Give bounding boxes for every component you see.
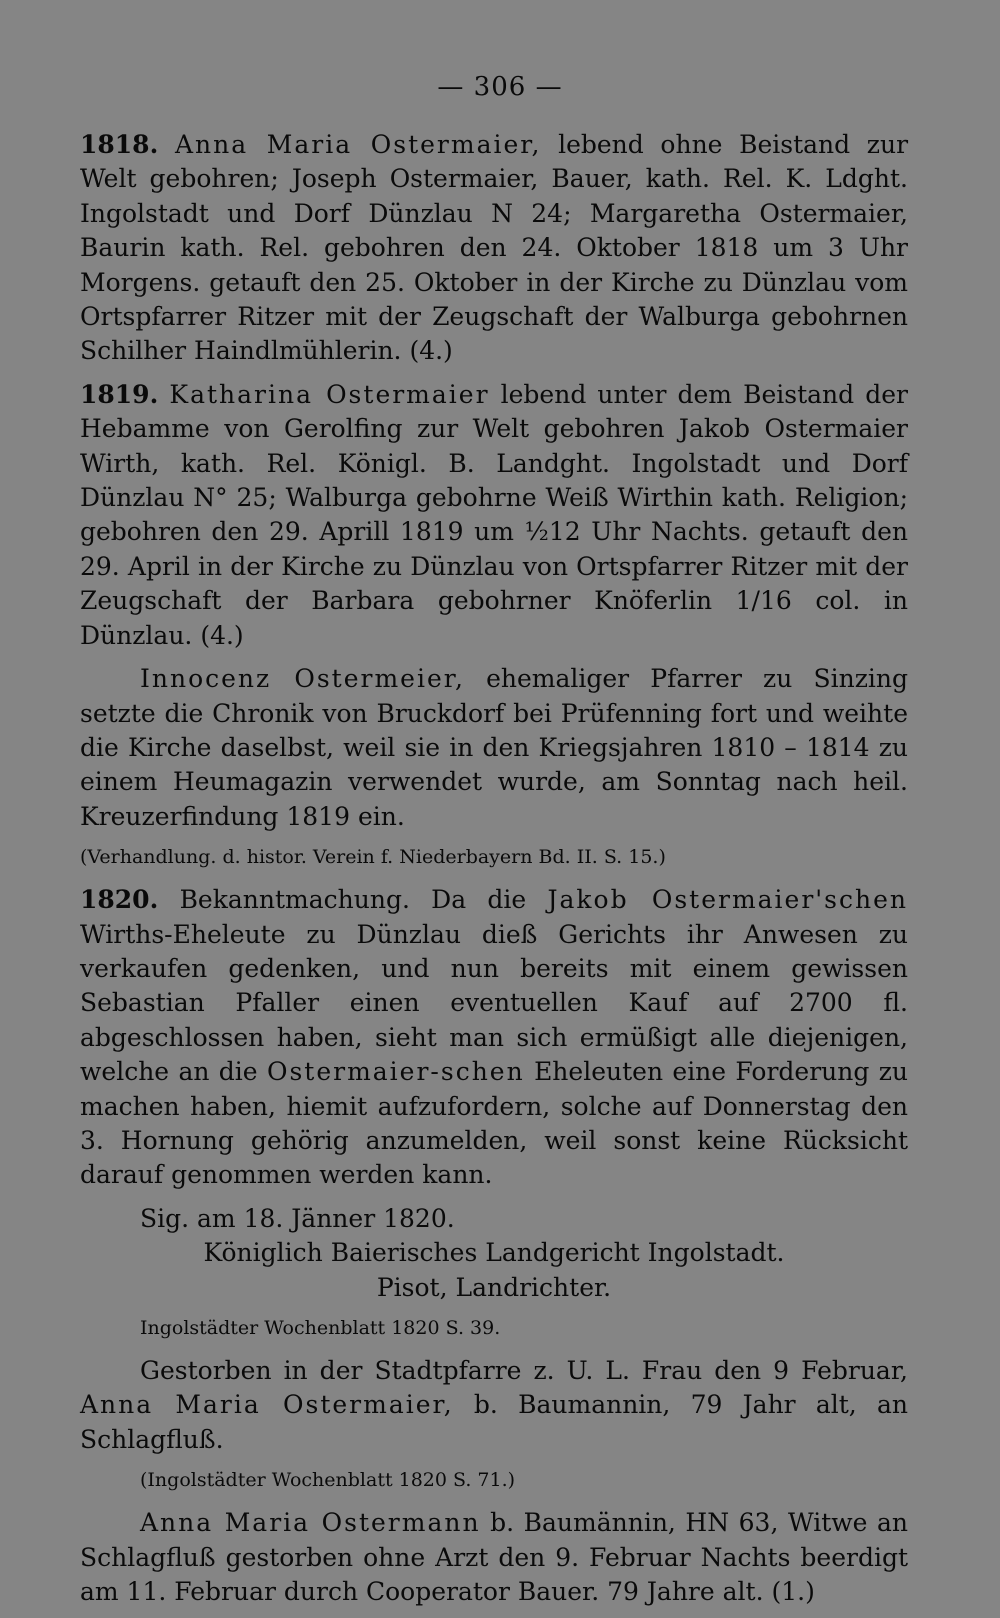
death-citation: (Ingolstädter Wochenblatt 1820 S. 71.) (140, 1469, 516, 1492)
death-name: Anna Maria Ostermaier, (80, 1390, 454, 1420)
entry-1820 (80, 883, 908, 1193)
entry-text-a: Bekanntmachung. Da die (179, 885, 527, 915)
death-record-2 (80, 1506, 908, 1609)
official-name: Pisot, Landrichter. (376, 1272, 612, 1302)
entry-1819 (80, 378, 908, 653)
entry-1818 (80, 128, 908, 369)
entry-name: Anna Maria Ostermaier, (174, 130, 542, 159)
wochenblatt-citation: Ingolstädter Wochenblatt 1820 S. 39. (140, 1317, 501, 1339)
entry-year: 1818. (80, 130, 159, 159)
entry-text: lebend unter dem Beistand der Hebamme von Gerolfing zur Welt gebohren Jakob Ostermaier Wirth, kath. Rel. Königl. B. Landght. Ingolstadt und Dorf Dünzlau N° 25; Walburga gebohrne Weiß Wirthin kath. Religion; gebohren den 29. Aprill 1819 um ½12 Uhr Nachts. getauft den 29. April in der Kirche zu Dünzlau von Ortspfarrer Ritzer mit der Zeugschaft der Barbara gebohrner Knöferlin 1/16 col. in Dünzlau. (4.) (80, 379, 908, 650)
entry-name: Jakob Ostermaier'schen (547, 885, 908, 915)
innocenz-name: Innocenz Ostermeier, (140, 664, 465, 694)
entry-text-b: Wirths-Eheleute zu Dünzlau dieß Gerichts ihr Anwesen zu verkaufen gedenken, und nun bereits mit einem gewissen Sebastian Pfaller einen eventuellen Kauf auf 2700 fl. abgeschlossen haben, sieht man sich ermüßigt alle diejenigen, welche an die (80, 919, 908, 1087)
death-text: b. Baumännin, HN 63, Witwe an Schlagfluß gestorben ohne Arzt den 9. Februar Nachts beerdigt am 11. Februar durch Cooperator Bauer. 79 Jahre alt. (1.) (80, 1508, 909, 1607)
page-number: — 306 — (437, 72, 563, 102)
death-name: Anna Maria Ostermann (140, 1508, 481, 1538)
page-text (80, 128, 908, 1618)
issuing-authority: Königlich Baierisches Landgericht Ingolstadt. (203, 1238, 785, 1268)
entry-year: 1819. (80, 379, 159, 409)
entry-year: 1820. (80, 885, 159, 915)
entry-name: Katharina Ostermaier (169, 379, 490, 409)
death-text-b: b. Baumannin, 79 Jahr alt, an Schlagfluß. (80, 1390, 909, 1454)
death-text-a: Gestorben in der Stadtpfarre z. U. L. Frau den 9 Februar, (140, 1356, 908, 1385)
innocenz-paragraph (80, 662, 908, 834)
entry-text-c: Eheleuten eine Forderung zu machen haben, hiemit aufzufordern, solche auf Donnerstag den 3. Hornung gehörig anzumelden, weil sonst keine Rücksicht darauf genommen werden kann. (80, 1057, 908, 1190)
death-record-1 (80, 1354, 908, 1457)
innocenz-text: ehemaliger Pfarrer zu Sinzing setzte die Chronik von Bruckdorf bei Prüfenning fort und weihte die Kirche daselbst, weil sie in den Kriegsjahren 1810 – 1814 zu einem Heumagazin verwendet wurde, am Sonntag nach heil. Kreuzerfindung 1819 ein. (80, 664, 908, 831)
entry-text: lebend ohne Beistand zur Welt gebohren; Joseph Ostermaier, Bauer, kath. Rel. K. Ldght. Ingolstadt und Dorf Dünzlau N 24; Margaretha Ostermaier, Baurin kath. Rel. gebohren den 24. Oktober 1818 um 3 Uhr Morgens. getauft den 25. Oktober in der Kirche zu Dünzlau vom Ortspfarrer Ritzer mit der Zeugschaft der Walburga gebohrnen Schilher Haindlmühlerin. (4.) (80, 130, 909, 366)
innocenz-citation: (Verhandlung. d. histor. Verein f. Niederbayern Bd. II. S. 15.) (80, 846, 666, 869)
signed-date: Sig. am 18. Jänner 1820. (140, 1203, 455, 1233)
entry-name-2: Ostermaier-schen (266, 1057, 525, 1087)
